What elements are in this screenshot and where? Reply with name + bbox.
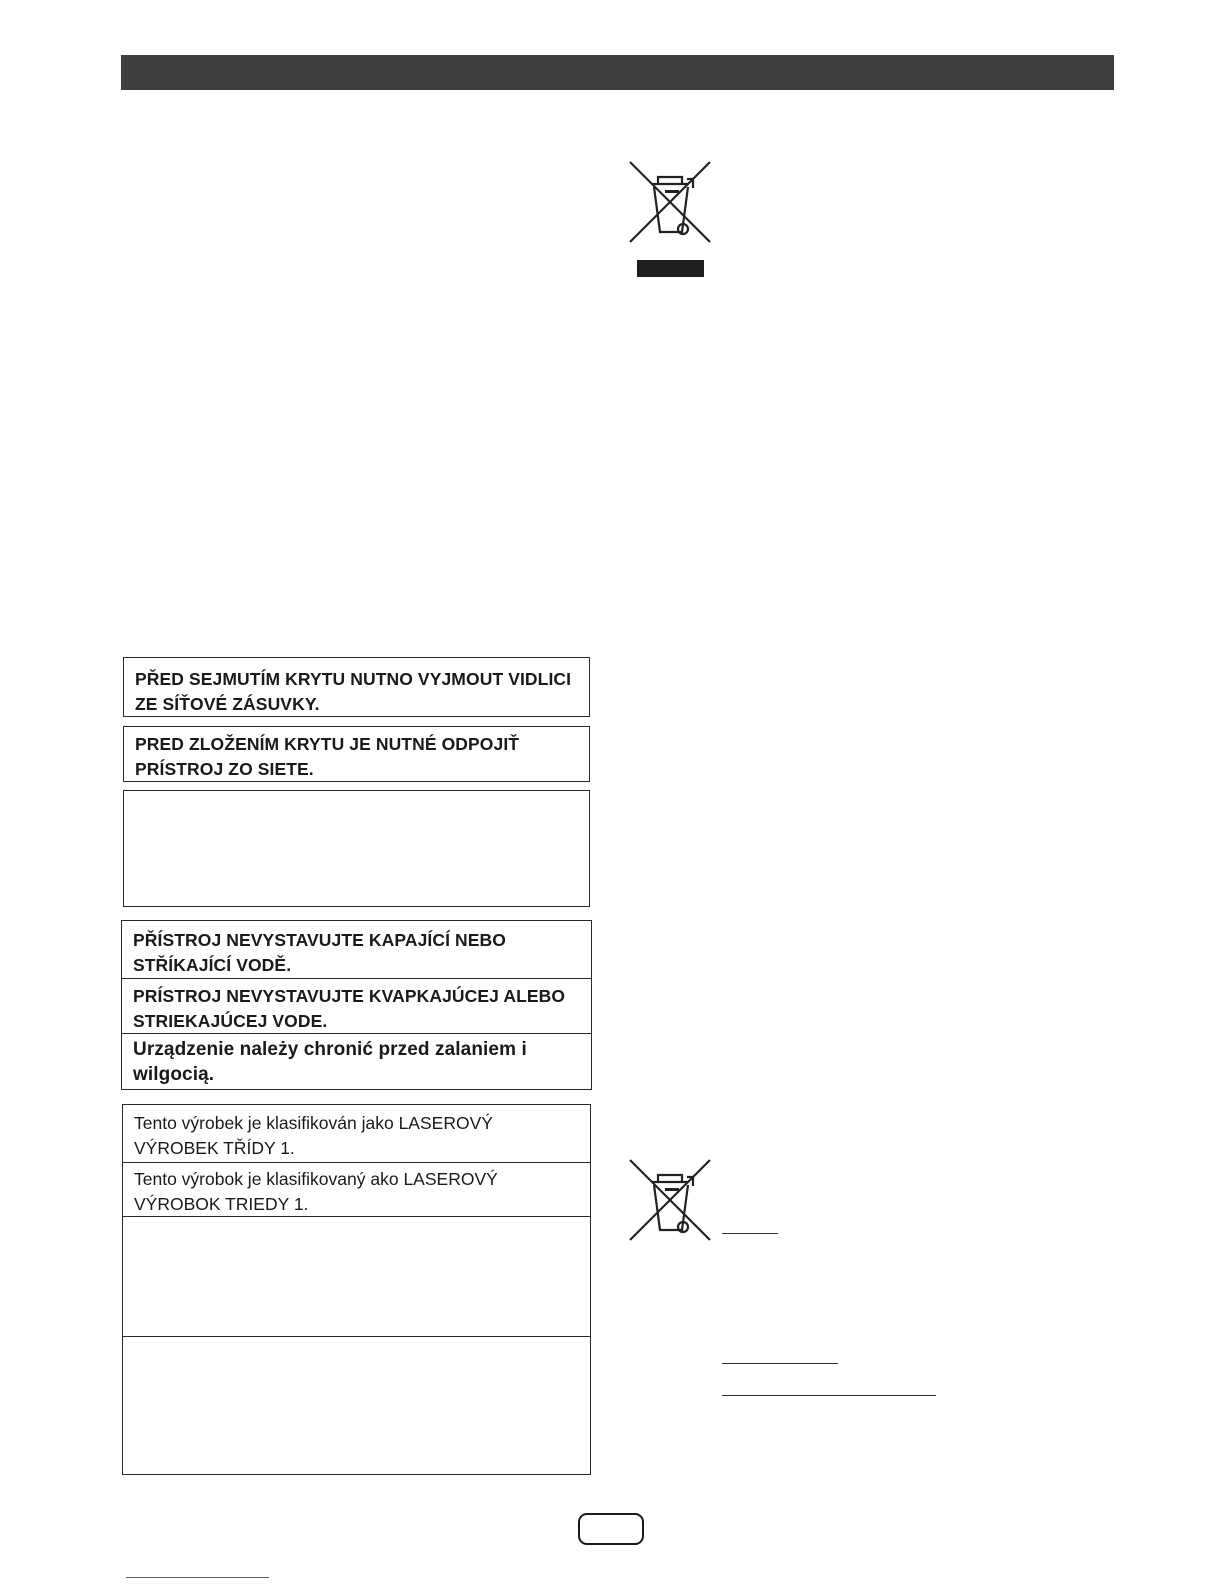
laser-text-cz: Tento výrobek je klasifikován jako LASEROVÝ VÝROBEK TŘÍDY 1. xyxy=(134,1113,493,1158)
warning-water-pl: Urządzenie należy chronić przed zalaniem i wilgocią. xyxy=(133,1039,527,1085)
underline-mark xyxy=(722,1395,936,1396)
divider xyxy=(122,1033,591,1034)
divider xyxy=(123,1336,590,1337)
empty-warning-box xyxy=(123,790,590,907)
divider xyxy=(123,1162,590,1163)
water-warning-group xyxy=(121,920,592,1090)
warning-water-sk: PRÍSTROJ NEVYSTAVUJTE KVAPKAJÚCEJ ALEBO STRIEKAJÚCEJ VODE. xyxy=(133,986,566,1031)
underline-mark xyxy=(722,1233,778,1234)
warning-cover-cz xyxy=(123,657,590,717)
bin-date-bar xyxy=(637,260,704,277)
crossed-out-wheelie-bin-icon xyxy=(625,157,715,247)
page-number-box xyxy=(578,1513,644,1545)
laser-text-sk: Tento výrobok je klasifikovaný ako LASEROVÝ VÝROBOK TRIEDY 1. xyxy=(134,1169,498,1214)
warning-text: PRED ZLOŽENÍM KRYTU JE NUTNÉ ODPOJIŤ PRÍSTROJ ZO SIETE. xyxy=(135,734,520,779)
header-bar xyxy=(121,55,1114,90)
warning-text: PŘED SEJMUTÍM KRYTU NUTNO VYJMOUT VIDLICI ZE SÍŤOVÉ ZÁSUVKY. xyxy=(135,669,572,714)
footer-link-line xyxy=(126,1577,269,1578)
underline-mark xyxy=(722,1363,838,1364)
warning-water-cz: PŘÍSTROJ NEVYSTAVUJTE KAPAJÍCÍ NEBO STŘÍKAJÍCÍ VODĚ. xyxy=(133,930,507,975)
crossed-out-wheelie-bin-icon xyxy=(625,1155,715,1245)
laser-class-group xyxy=(122,1104,591,1475)
divider xyxy=(122,978,591,979)
divider xyxy=(123,1216,590,1217)
warning-cover-sk xyxy=(123,726,590,782)
